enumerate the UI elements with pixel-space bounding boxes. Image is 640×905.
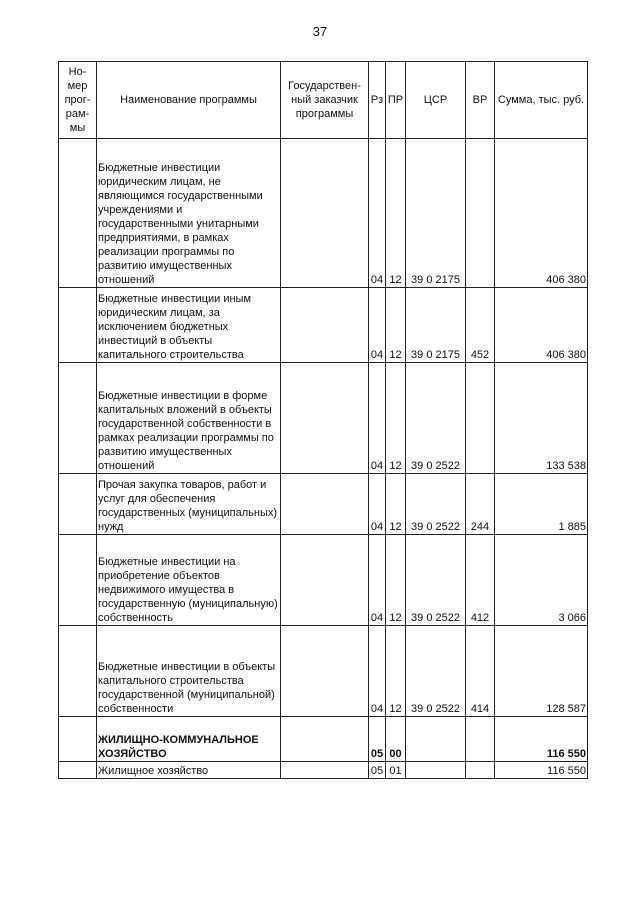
header-state-customer: Государствен-ный заказчик программы <box>281 62 369 139</box>
vr-cell: 412 <box>466 535 495 626</box>
table-row <box>59 139 588 288</box>
customer-cell <box>281 474 369 535</box>
program-name-cell: ЖИЛИЩНО-КОММУНАЛЬНОЕ ХОЗЯЙСТВО <box>97 717 281 762</box>
budget-table <box>58 61 588 779</box>
sum-cell: 128 587 <box>495 626 588 717</box>
program-name-cell: Бюджетные инвестиции на приобретение объектов недвижимого имущества в государственную (муниципальную) собственность <box>97 535 281 626</box>
vr-cell: 452 <box>466 288 495 363</box>
header-program-number: Но-мер прог-рам-мы <box>59 62 97 139</box>
csr-cell: 39 0 2175 <box>406 288 466 363</box>
rz-cell: 05 <box>369 717 386 762</box>
row-number-cell <box>59 288 97 363</box>
header-csr: ЦСР <box>406 62 466 139</box>
pr-cell: 12 <box>386 474 406 535</box>
table-row <box>59 363 588 474</box>
sum-cell: 3 066 <box>495 535 588 626</box>
row-number-cell <box>59 139 97 288</box>
vr-cell <box>466 762 495 779</box>
rz-cell: 04 <box>369 535 386 626</box>
customer-cell <box>281 139 369 288</box>
customer-cell <box>281 717 369 762</box>
pr-cell: 00 <box>386 717 406 762</box>
vr-cell: 414 <box>466 626 495 717</box>
csr-cell: 39 0 2522 <box>406 363 466 474</box>
csr-cell: 39 0 2175 <box>406 139 466 288</box>
table-row <box>59 288 588 363</box>
program-name-cell: Прочая закупка товаров, работ и услуг для обеспечения государственных (муниципальных) нужд <box>97 474 281 535</box>
program-name-cell: Жилищное хозяйство <box>97 762 281 779</box>
row-number-cell <box>59 474 97 535</box>
sum-cell: 1 885 <box>495 474 588 535</box>
header-pr: ПР <box>386 62 406 139</box>
vr-cell <box>466 717 495 762</box>
table-row <box>59 535 588 626</box>
vr-cell: 244 <box>466 474 495 535</box>
csr-cell: 39 0 2522 <box>406 474 466 535</box>
header-row <box>59 62 588 139</box>
customer-cell <box>281 535 369 626</box>
csr-cell <box>406 717 466 762</box>
rz-cell: 04 <box>369 288 386 363</box>
header-rz: Рз <box>369 62 386 139</box>
header-vr: ВР <box>466 62 495 139</box>
pr-cell: 12 <box>386 626 406 717</box>
sum-cell: 116 550 <box>495 762 588 779</box>
pr-cell: 01 <box>386 762 406 779</box>
table-row <box>59 717 588 762</box>
table-row <box>59 626 588 717</box>
sum-cell: 116 550 <box>495 717 588 762</box>
sum-cell: 133 538 <box>495 363 588 474</box>
header-program-name: Наименование программы <box>97 62 281 139</box>
program-name-cell: Бюджетные инвестиции юридическим лицам, не являющимся государственными учреждениями и государственными унитарными предприятиями, в рамках реализации программы по развитию имущественных отношений <box>97 139 281 288</box>
vr-cell <box>466 363 495 474</box>
sum-cell: 406 380 <box>495 139 588 288</box>
customer-cell <box>281 363 369 474</box>
csr-cell <box>406 762 466 779</box>
customer-cell <box>281 762 369 779</box>
pr-cell: 12 <box>386 288 406 363</box>
pr-cell: 12 <box>386 139 406 288</box>
rz-cell: 04 <box>369 474 386 535</box>
customer-cell <box>281 288 369 363</box>
sum-cell: 406 380 <box>495 288 588 363</box>
customer-cell <box>281 626 369 717</box>
row-number-cell <box>59 717 97 762</box>
table-row <box>59 474 588 535</box>
rz-cell: 04 <box>369 626 386 717</box>
page-number: 37 <box>312 24 328 39</box>
program-name-cell: Бюджетные инвестиции в форме капитальных вложений в объекты государственной собственности в рамках реализации программы по развитию имущественных отношений <box>97 363 281 474</box>
program-name-cell: Бюджетные инвестиции иным юридическим лицам, за исключением бюджетных инвестиций в объекты капитального строительства <box>97 288 281 363</box>
row-number-cell <box>59 762 97 779</box>
row-number-cell <box>59 626 97 717</box>
rz-cell: 04 <box>369 139 386 288</box>
csr-cell: 39 0 2522 <box>406 535 466 626</box>
rz-cell: 05 <box>369 762 386 779</box>
program-name-cell: Бюджетные инвестиции в объекты капитального строительства государственной (муниципальной) собственности <box>97 626 281 717</box>
table-row <box>59 762 588 779</box>
rz-cell: 04 <box>369 363 386 474</box>
row-number-cell <box>59 535 97 626</box>
pr-cell: 12 <box>386 363 406 474</box>
row-number-cell <box>59 363 97 474</box>
header-sum: Сумма, тыс. руб. <box>495 62 588 139</box>
csr-cell: 39 0 2522 <box>406 626 466 717</box>
vr-cell <box>466 139 495 288</box>
pr-cell: 12 <box>386 535 406 626</box>
